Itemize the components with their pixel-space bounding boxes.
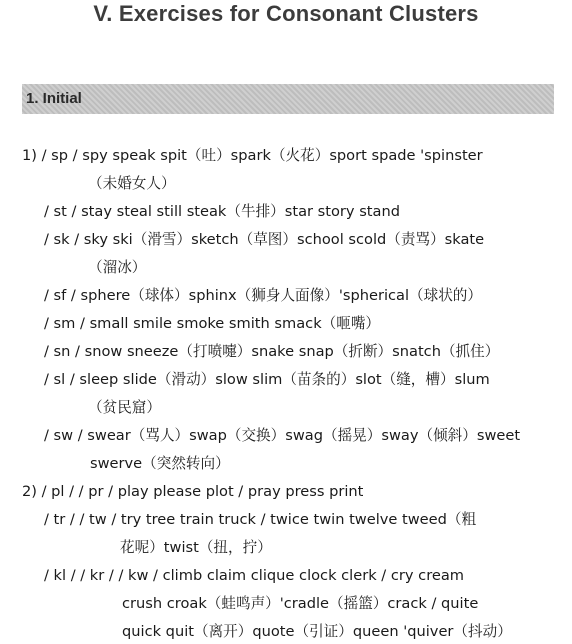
exercise-line: / tr / / tw / try tree train truck / twice twin twelve tweed（粗 [44, 511, 477, 528]
exercise-line: 花呢）twist（扭，拧） [120, 539, 272, 556]
exercise-line: quick quit（离开）quote（引证）queen 'quiver（抖动） [122, 623, 512, 640]
page-title: V. Exercises for Consonant Clusters [93, 1, 479, 26]
exercise-line: / sk / sky ski（滑雪）sketch（草图）school scold（责骂）skate [44, 231, 485, 248]
exercise-line: / sf / sphere（球体）sphinx（狮身人面像）'spherical（球状的） [44, 287, 482, 304]
exercise-line: （贫民窟） [88, 399, 161, 416]
section-heading: 1. Initial [26, 90, 82, 107]
section-header-bar [22, 84, 554, 114]
exercise-line: / sm / small smile smoke smith smack（咂嘴） [44, 315, 381, 332]
exercise-line: 2) / pl / / pr / play please plot / pray press print [22, 483, 364, 500]
exercise-line: / sl / sleep slide（滑动）slow slim（苗条的）slot（缝，槽）slum [44, 371, 490, 388]
exercise-line: / st / stay steal still steak（牛排）star story stand [44, 203, 400, 220]
exercise-line: / sw / swear（骂人）swap（交换）swag（摇晃）sway（倾斜）sweet [44, 427, 521, 444]
exercise-line: swerve（突然转向） [90, 455, 230, 472]
exercise-line: / sn / snow sneeze（打喷嚏）snake snap（折断）snatch（抓住） [44, 343, 500, 360]
exercise-line: （未婚女人） [88, 175, 176, 192]
exercise-line: 1) / sp / spy speak spit（吐）spark（火花）sport spade 'spinster [22, 147, 483, 164]
exercise-line: crush croak（蛙鸣声）'cradle（摇篮）crack / quite [122, 595, 479, 612]
exercise-line: / kl / / kr / / kw / climb claim clique clock clerk / cry cream [44, 567, 465, 584]
exercise-line: （溜冰） [88, 259, 147, 276]
